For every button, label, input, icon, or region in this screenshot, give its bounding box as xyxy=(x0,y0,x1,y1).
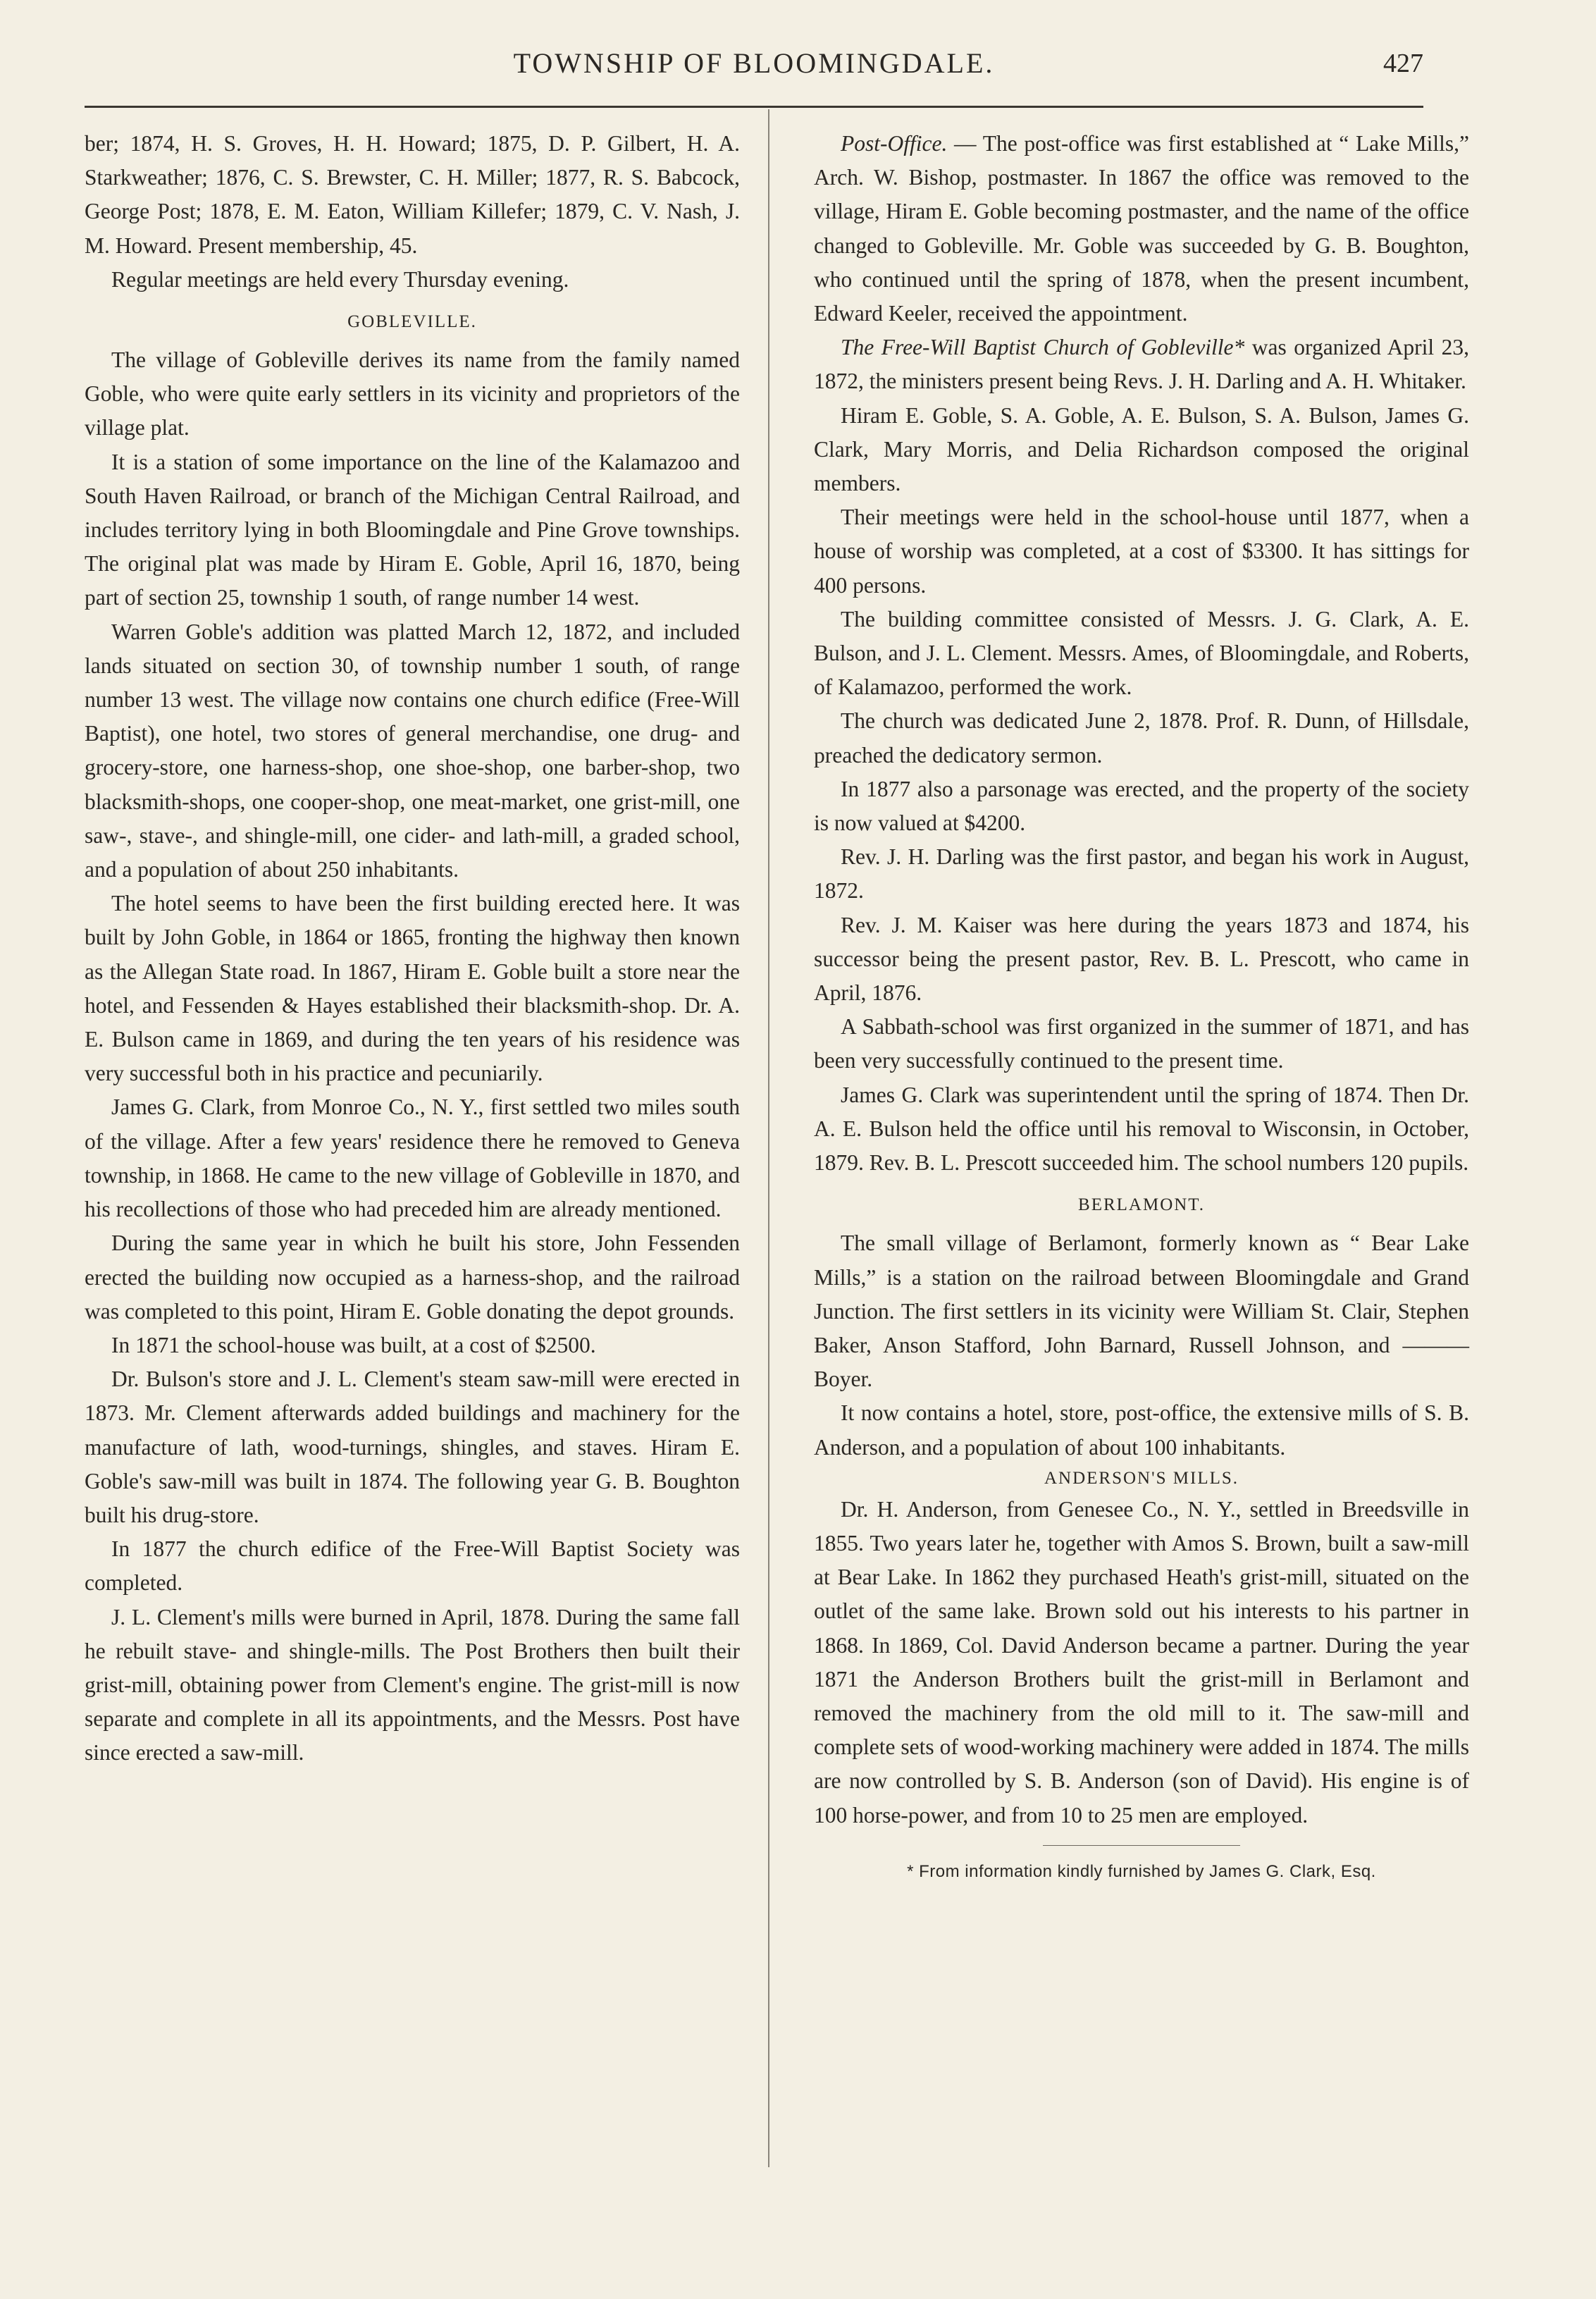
paragraph: During the same year in which he built his store, John Fessenden erected the building now occupied as a harness-shop, and the railroad was completed to this point, Hiram E. Goble donating the depot grounds. xyxy=(85,1231,740,1324)
paragraph: A Sabbath-school was first organized in the summer of 1871, and has been very successfully continued to the present time. xyxy=(814,1014,1469,1073)
paragraph: Rev. J. H. Darling was the first pastor, and began his work in August, 1872. xyxy=(814,844,1469,904)
paragraph: In 1871 the school-house was built, at a cost of $2500. xyxy=(111,1332,596,1357)
paragraph: Dr. Bulson's store and J. L. Clement's steam saw-mill were erected in 1873. Mr. Clement afterwards added buildings and machinery for the manufacture of lath, wood-turnings, shingles, and staves. Hiram E. Goble's saw-mill was built in 1874. The following year G. B. Boughton built his drug-store. xyxy=(85,1367,740,1527)
page-title: TOWNSHIP OF BLOOMINGDALE. xyxy=(513,47,995,79)
paragraph: The village of Gobleville derives its name from the family named Goble, who were quite early settlers in its vicinity and proprietors of the village plat. xyxy=(85,347,740,440)
footnote: * From information kindly furnished by James G. Clark, Esq. xyxy=(907,1861,1376,1881)
footnote-rule xyxy=(1043,1845,1240,1846)
section-heading-gobleville: GOBLEVILLE. xyxy=(347,312,477,332)
paragraph: In 1877 also a parsonage was erected, and the property of the society is now valued at $4200. xyxy=(814,776,1469,836)
paragraph: It is a station of some importance on the line of the Kalamazoo and South Haven Railroad, or branch of the Michigan Central Railroad, and includes territory lying in both Bloomingdale and Pine Grove townships. The original plat was made by Hiram E. Goble, April 16, 1870, being part of section 25, township 1 south, of range number 14 west. xyxy=(85,449,740,610)
paragraph: In 1877 the church edifice of the Free-Will Baptist Society was completed. xyxy=(85,1536,740,1596)
running-header xyxy=(85,44,1423,93)
paragraph: The church was dedicated June 2, 1878. Prof. R. Dunn, of Hillsdale, preached the dedicatory sermon. xyxy=(814,708,1469,768)
paragraph: James G. Clark, from Monroe Co., N. Y., first settled two miles south of the village. After a few years' residence there he removed to Geneva township, in 1868. He came to the new village of Gobleville in 1870, and his recollections of those who had preceded him are already mentioned. xyxy=(85,1095,740,1222)
paragraph: The hotel seems to have been the first building erected here. It was built by John Goble, in 1864 or 1865, fronting the highway then known as the Allegan State road. In 1867, Hiram E. Goble built a store near the hotel, and Fessenden & Hayes established their blacksmith-shop. Dr. A. E. Bulson came in 1869, and during the ten years of his residence was very successful both in his practice and pecuniarily. xyxy=(85,891,740,1086)
paragraph: Their meetings were held in the school-house until 1877, when a house of worship was completed, at a cost of $3300. It has sittings for 400 persons. xyxy=(814,505,1469,598)
paragraph: The building committee consisted of Messrs. J. G. Clark, A. E. Bulson, and J. L. Clement. Messrs. Ames, of Bloomingdale, and Roberts, of Kalamazoo, performed the work. xyxy=(814,606,1469,700)
paragraph: J. L. Clement's mills were burned in April, 1878. During the same fall he rebuilt stave- and shingle-mills. The Post Brothers then built their grist-mill, obtaining power from Clement's engine. The grist-mill is now separate and complete in all its appointments, and the Messrs. Post have since erected a saw-mill. xyxy=(85,1604,740,1765)
section-heading-berlamont: BERLAMONT. xyxy=(1078,1195,1205,1215)
paragraph: ber; 1874, H. S. Groves, H. H. Howard; 1875, D. P. Gilbert, H. A. Starkweather; 1876, C. S. Brewster, C. H. Miller; 1877, R. S. Babcock, George Post; 1878, E. M. Eaton, William Killefer; 1879, C. V. Nash, J. M. Howard. Present membership, 45. xyxy=(85,131,740,258)
column-divider xyxy=(768,109,769,2167)
run-in-heading: The Free-Will Baptist Church of Gobleville* xyxy=(841,335,1245,360)
paragraph: The small village of Berlamont, formerly known as “ Bear Lake Mills,” is a station on the railroad between Bloomingdale and Grand Junction. The first settlers in its vicinity were William St. Clair, Stephen Baker, Anson Stafford, John Barnard, Russell Johnson, and ——— Boyer. xyxy=(814,1231,1469,1392)
run-in-heading: Post-Office. xyxy=(841,131,948,156)
paragraph-text: was organized April 23, 1872, the ministers present being Revs. J. H. Darling and A. H. Whitaker. xyxy=(814,335,1470,394)
right-column xyxy=(814,127,1469,1884)
section-heading-andersons-mills: ANDERSON'S MILLS. xyxy=(1044,1468,1239,1488)
paragraph: Dr. H. Anderson, from Genesee Co., N. Y., settled in Breedsville in 1855. Two years later he, together with Amos S. Brown, built a saw-mill at Bear Lake. In 1862 they purchased Heath's grist-mill, situated on the outlet of the same lake. Brown sold out his interests to his partner in 1868. In 1869, Col. David Anderson became a partner. During the year 1871 the Anderson Brothers built the grist-mill in Berlamont and removed the machinery from the old mill to it. The saw-mill and complete sets of wood-working machinery were added in 1874. The mills are now controlled by S. B. Anderson (son of David). His engine is of 100 horse-power, and from 10 to 25 men are employed. xyxy=(814,1496,1469,1828)
paragraph: James G. Clark was superintendent until the spring of 1874. Then Dr. A. E. Bulson held the office until his removal to Wisconsin, in October, 1879. Rev. B. L. Prescott succeeded him. The school numbers 120 pupils. xyxy=(814,1082,1469,1176)
paragraph: Regular meetings are held every Thursday evening. xyxy=(111,266,569,292)
left-column xyxy=(85,127,740,1770)
paragraph: It now contains a hotel, store, post-office, the extensive mills of S. B. Anderson, and a population of about 100 inhabitants. xyxy=(814,1400,1469,1460)
paragraph xyxy=(814,127,1469,331)
header-rule xyxy=(85,106,1423,108)
paragraph xyxy=(814,331,1469,398)
paragraph: Hiram E. Goble, S. A. Goble, A. E. Bulson, S. A. Bulson, James G. Clark, Mary Morris, and Delia Richardson composed the original members. xyxy=(814,402,1469,496)
page-number: 427 xyxy=(1383,49,1423,78)
paragraph: Rev. J. M. Kaiser was here during the years 1873 and 1874, his successor being the present pastor, Rev. B. L. Prescott, who came in April, 1876. xyxy=(814,912,1469,1006)
paragraph: Warren Goble's addition was platted March 12, 1872, and included lands situated on section 30, of township number 1 south, of range number 13 west. The village now contains one church edifice (Free-Will Baptist), one hotel, two stores of general merchandise, one drug- and grocery-store, one harness-shop, one shoe-shop, one barber-shop, two blacksmith-shops, one cooper-shop, one meat-market, one grist-mill, one saw-, stave-, and shingle-mill, one cider- and lath-mill, a graded school, and a population of about 250 inhabitants. xyxy=(85,619,740,882)
paragraph-text: — The post-office was first established at “ Lake Mills,” Arch. W. Bishop, postmaster. In 1867 the office was removed to the village, Hiram E. Goble becoming postmaster, and the name of the office changed to Gobleville. Mr. Goble was succeeded by G. B. Boughton, who continued until the spring of 1878, when the present incumbent, Edward Keeler, received the appointment. xyxy=(814,131,1469,326)
